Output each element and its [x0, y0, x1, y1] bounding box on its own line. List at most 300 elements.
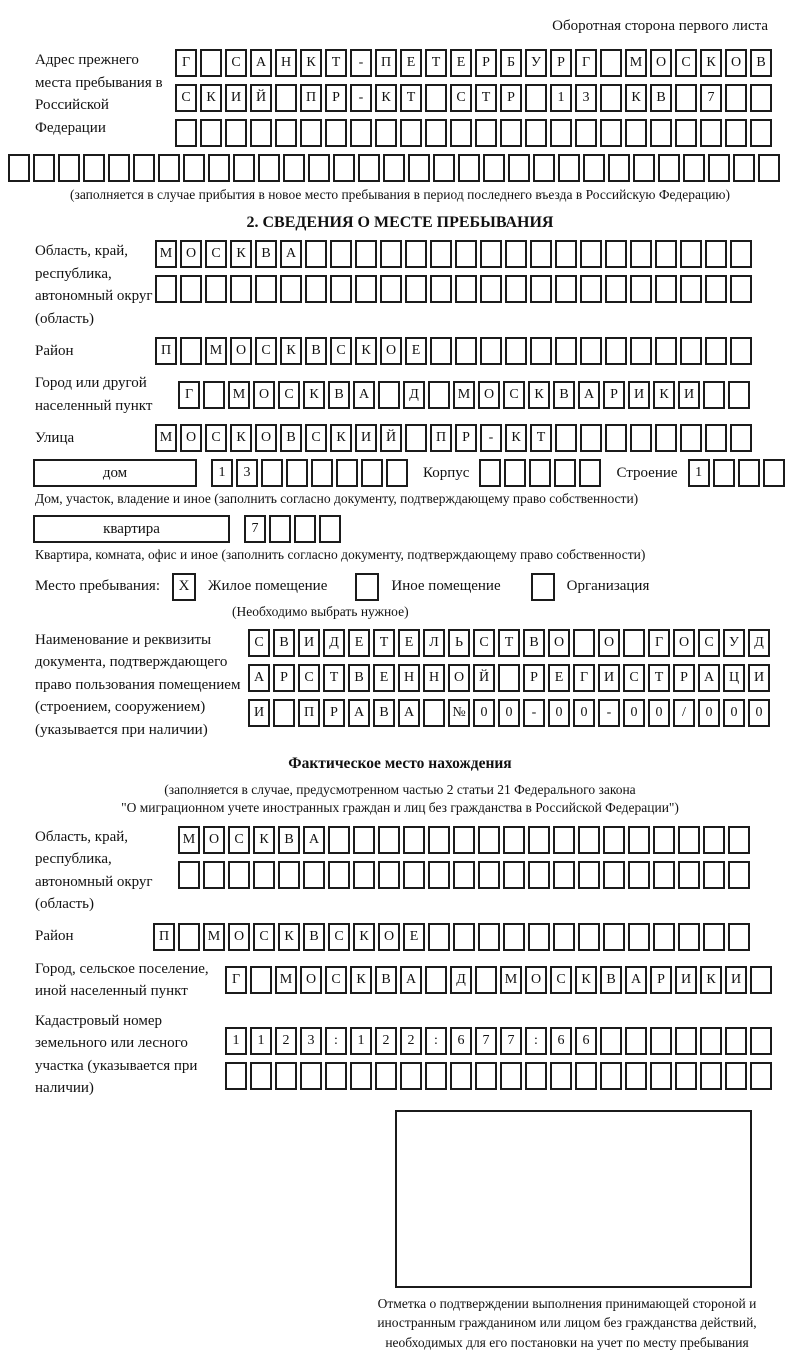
char-box[interactable]: М — [453, 381, 475, 409]
char-box[interactable]: К — [528, 381, 550, 409]
char-box[interactable]: Д — [403, 381, 425, 409]
char-box[interactable]: 0 — [548, 699, 570, 727]
char-box[interactable] — [250, 966, 272, 994]
char-box[interactable] — [603, 923, 625, 951]
char-box[interactable] — [728, 861, 750, 889]
char-box[interactable]: В — [650, 84, 672, 112]
char-box[interactable] — [325, 119, 347, 147]
char-box[interactable] — [550, 119, 572, 147]
char-box[interactable]: О — [253, 381, 275, 409]
char-box[interactable]: О — [180, 424, 202, 452]
char-box[interactable] — [573, 629, 595, 657]
char-box[interactable] — [730, 240, 752, 268]
char-box[interactable] — [305, 275, 327, 303]
char-box[interactable] — [725, 1062, 747, 1090]
char-box[interactable]: Й — [473, 664, 495, 692]
char-box[interactable] — [555, 337, 577, 365]
char-box[interactable] — [675, 1027, 697, 1055]
char-box[interactable] — [336, 459, 358, 487]
char-box[interactable]: 6 — [550, 1027, 572, 1055]
char-box[interactable]: О — [448, 664, 470, 692]
char-box[interactable]: К — [230, 424, 252, 452]
char-box[interactable]: К — [230, 240, 252, 268]
char-box[interactable] — [553, 861, 575, 889]
char-box[interactable]: С — [503, 381, 525, 409]
char-box[interactable]: Б — [500, 49, 522, 77]
char-box[interactable] — [453, 826, 475, 854]
char-box[interactable]: В — [305, 337, 327, 365]
char-box[interactable]: 6 — [575, 1027, 597, 1055]
char-box[interactable]: О — [598, 629, 620, 657]
char-box[interactable] — [503, 861, 525, 889]
char-box[interactable]: Е — [450, 49, 472, 77]
char-box[interactable]: П — [153, 923, 175, 951]
char-box[interactable]: О — [255, 424, 277, 452]
char-box[interactable] — [350, 1062, 372, 1090]
char-box[interactable]: И — [678, 381, 700, 409]
char-box[interactable]: 7 — [700, 84, 722, 112]
char-box[interactable] — [83, 154, 105, 182]
char-box[interactable] — [678, 826, 700, 854]
char-box[interactable] — [738, 459, 760, 487]
char-box[interactable]: Г — [178, 381, 200, 409]
char-box[interactable]: Ь — [448, 629, 470, 657]
char-box[interactable]: К — [375, 84, 397, 112]
char-box[interactable]: Е — [348, 629, 370, 657]
char-box[interactable] — [453, 923, 475, 951]
char-box[interactable] — [703, 381, 725, 409]
char-box[interactable] — [403, 861, 425, 889]
char-box[interactable]: С — [225, 49, 247, 77]
char-box[interactable]: К — [355, 337, 377, 365]
char-box[interactable]: В — [348, 664, 370, 692]
char-box[interactable]: 1 — [550, 84, 572, 112]
char-box[interactable] — [750, 84, 772, 112]
char-box[interactable] — [408, 154, 430, 182]
char-box[interactable]: Р — [475, 49, 497, 77]
char-box[interactable]: М — [500, 966, 522, 994]
char-box[interactable]: И — [725, 966, 747, 994]
char-box[interactable]: О — [650, 49, 672, 77]
char-box[interactable] — [625, 119, 647, 147]
char-box[interactable] — [405, 275, 427, 303]
char-box[interactable] — [525, 119, 547, 147]
char-box[interactable] — [580, 240, 602, 268]
char-box[interactable]: А — [698, 664, 720, 692]
char-box[interactable]: О — [300, 966, 322, 994]
char-box[interactable]: Р — [323, 699, 345, 727]
char-box[interactable]: К — [303, 381, 325, 409]
char-box[interactable] — [483, 154, 505, 182]
char-box[interactable]: В — [280, 424, 302, 452]
char-box[interactable]: М — [155, 240, 177, 268]
char-box[interactable] — [580, 424, 602, 452]
char-box[interactable]: У — [525, 49, 547, 77]
char-box[interactable] — [300, 1062, 322, 1090]
char-box[interactable] — [625, 1062, 647, 1090]
char-box[interactable] — [503, 923, 525, 951]
char-box[interactable] — [225, 119, 247, 147]
char-box[interactable] — [428, 381, 450, 409]
char-box[interactable]: С — [205, 240, 227, 268]
char-box[interactable]: 3 — [575, 84, 597, 112]
char-box[interactable]: Т — [498, 629, 520, 657]
char-box[interactable]: К — [300, 49, 322, 77]
char-box[interactable]: О — [725, 49, 747, 77]
char-box[interactable]: А — [353, 381, 375, 409]
checkbox-residential[interactable]: X — [172, 573, 196, 601]
char-box[interactable] — [630, 275, 652, 303]
checkbox-other-premises[interactable] — [355, 573, 379, 601]
char-box[interactable]: 7 — [475, 1027, 497, 1055]
char-box[interactable]: К — [200, 84, 222, 112]
char-box[interactable]: П — [300, 84, 322, 112]
char-box[interactable] — [555, 424, 577, 452]
char-box[interactable]: И — [298, 629, 320, 657]
char-box[interactable] — [605, 424, 627, 452]
char-box[interactable] — [203, 861, 225, 889]
char-box[interactable] — [455, 240, 477, 268]
char-box[interactable]: Р — [455, 424, 477, 452]
char-box[interactable] — [575, 119, 597, 147]
char-box[interactable]: О — [378, 923, 400, 951]
char-box[interactable] — [504, 459, 526, 487]
char-box[interactable] — [500, 119, 522, 147]
char-box[interactable] — [386, 459, 408, 487]
char-box[interactable] — [528, 861, 550, 889]
char-box[interactable] — [655, 275, 677, 303]
char-box[interactable] — [578, 923, 600, 951]
char-box[interactable] — [479, 459, 501, 487]
char-box[interactable] — [455, 275, 477, 303]
char-box[interactable] — [700, 1062, 722, 1090]
char-box[interactable] — [286, 459, 308, 487]
char-box[interactable] — [525, 1062, 547, 1090]
apartment-widebox[interactable]: квартира — [33, 515, 230, 543]
char-box[interactable] — [433, 154, 455, 182]
char-box[interactable]: 1 — [250, 1027, 272, 1055]
char-box[interactable]: М — [275, 966, 297, 994]
char-box[interactable]: Т — [323, 664, 345, 692]
char-box[interactable] — [233, 154, 255, 182]
char-box[interactable]: - — [350, 49, 372, 77]
char-box[interactable]: Т — [425, 49, 447, 77]
char-box[interactable]: А — [280, 240, 302, 268]
char-box[interactable] — [278, 861, 300, 889]
char-box[interactable] — [553, 826, 575, 854]
char-box[interactable] — [600, 49, 622, 77]
char-box[interactable]: В — [278, 826, 300, 854]
char-box[interactable]: Т — [373, 629, 395, 657]
char-box[interactable]: № — [448, 699, 470, 727]
char-box[interactable]: С — [248, 629, 270, 657]
char-box[interactable] — [108, 154, 130, 182]
char-box[interactable]: С — [205, 424, 227, 452]
char-box[interactable]: С — [623, 664, 645, 692]
char-box[interactable]: А — [400, 966, 422, 994]
char-box[interactable] — [280, 275, 302, 303]
char-box[interactable] — [294, 515, 316, 543]
char-box[interactable]: К — [505, 424, 527, 452]
char-box[interactable] — [178, 923, 200, 951]
char-box[interactable]: О — [673, 629, 695, 657]
char-box[interactable] — [480, 275, 502, 303]
char-box[interactable]: 1 — [350, 1027, 372, 1055]
char-box[interactable] — [275, 1062, 297, 1090]
char-box[interactable] — [580, 275, 602, 303]
char-box[interactable] — [450, 119, 472, 147]
char-box[interactable] — [605, 275, 627, 303]
char-box[interactable]: 2 — [275, 1027, 297, 1055]
char-box[interactable] — [375, 1062, 397, 1090]
char-box[interactable] — [480, 240, 502, 268]
char-box[interactable] — [700, 119, 722, 147]
char-box[interactable] — [455, 337, 477, 365]
char-box[interactable]: Е — [548, 664, 570, 692]
char-box[interactable]: Г — [648, 629, 670, 657]
char-box[interactable]: Е — [403, 923, 425, 951]
char-box[interactable] — [503, 826, 525, 854]
char-box[interactable]: М — [625, 49, 647, 77]
char-box[interactable] — [208, 154, 230, 182]
char-box[interactable]: Е — [405, 337, 427, 365]
char-box[interactable] — [578, 861, 600, 889]
char-box[interactable] — [453, 861, 475, 889]
char-box[interactable] — [480, 337, 502, 365]
char-box[interactable]: Р — [500, 84, 522, 112]
char-box[interactable]: / — [673, 699, 695, 727]
char-box[interactable]: К — [350, 966, 372, 994]
char-box[interactable] — [630, 337, 652, 365]
char-box[interactable] — [583, 154, 605, 182]
char-box[interactable] — [705, 424, 727, 452]
char-box[interactable] — [525, 84, 547, 112]
char-box[interactable]: С — [253, 923, 275, 951]
char-box[interactable] — [230, 275, 252, 303]
char-box[interactable]: А — [348, 699, 370, 727]
char-box[interactable] — [378, 826, 400, 854]
char-box[interactable] — [575, 1062, 597, 1090]
char-box[interactable] — [725, 119, 747, 147]
char-box[interactable] — [750, 1062, 772, 1090]
char-box[interactable] — [600, 1062, 622, 1090]
char-box[interactable] — [529, 459, 551, 487]
char-box[interactable]: - — [523, 699, 545, 727]
char-box[interactable] — [728, 923, 750, 951]
char-box[interactable]: В — [273, 629, 295, 657]
char-box[interactable] — [725, 1027, 747, 1055]
char-box[interactable] — [550, 1062, 572, 1090]
char-box[interactable]: 1 — [688, 459, 710, 487]
char-box[interactable]: К — [253, 826, 275, 854]
char-box[interactable]: 0 — [498, 699, 520, 727]
char-box[interactable] — [475, 119, 497, 147]
char-box[interactable]: К — [353, 923, 375, 951]
char-box[interactable] — [758, 154, 780, 182]
char-box[interactable]: С — [325, 966, 347, 994]
char-box[interactable]: А — [625, 966, 647, 994]
char-box[interactable] — [203, 381, 225, 409]
char-box[interactable]: Д — [323, 629, 345, 657]
char-box[interactable]: Ц — [723, 664, 745, 692]
char-box[interactable]: 1 — [225, 1027, 247, 1055]
char-box[interactable] — [475, 1062, 497, 1090]
char-box[interactable] — [600, 1027, 622, 1055]
char-box[interactable] — [505, 275, 527, 303]
char-box[interactable] — [505, 240, 527, 268]
char-box[interactable] — [308, 154, 330, 182]
char-box[interactable]: Т — [475, 84, 497, 112]
char-box[interactable]: О — [548, 629, 570, 657]
char-box[interactable] — [605, 240, 627, 268]
char-box[interactable] — [58, 154, 80, 182]
char-box[interactable] — [498, 664, 520, 692]
char-box[interactable] — [528, 923, 550, 951]
char-box[interactable]: С — [550, 966, 572, 994]
char-box[interactable] — [305, 240, 327, 268]
char-box[interactable] — [703, 861, 725, 889]
char-box[interactable] — [705, 240, 727, 268]
char-box[interactable] — [630, 240, 652, 268]
char-box[interactable]: М — [155, 424, 177, 452]
char-box[interactable] — [450, 1062, 472, 1090]
char-box[interactable]: Т — [400, 84, 422, 112]
char-box[interactable] — [328, 826, 350, 854]
char-box[interactable]: Н — [398, 664, 420, 692]
char-box[interactable] — [763, 459, 785, 487]
char-box[interactable] — [375, 119, 397, 147]
char-box[interactable] — [730, 337, 752, 365]
char-box[interactable]: С — [278, 381, 300, 409]
char-box[interactable] — [205, 275, 227, 303]
char-box[interactable] — [458, 154, 480, 182]
char-box[interactable] — [328, 861, 350, 889]
char-box[interactable] — [733, 154, 755, 182]
char-box[interactable] — [555, 275, 577, 303]
char-box[interactable] — [650, 1062, 672, 1090]
char-box[interactable]: М — [203, 923, 225, 951]
char-box[interactable] — [225, 1062, 247, 1090]
char-box[interactable]: И — [248, 699, 270, 727]
char-box[interactable] — [625, 1027, 647, 1055]
char-box[interactable]: С — [698, 629, 720, 657]
char-box[interactable]: О — [478, 381, 500, 409]
char-box[interactable] — [653, 923, 675, 951]
char-box[interactable]: Т — [325, 49, 347, 77]
char-box[interactable] — [355, 275, 377, 303]
char-box[interactable]: В — [375, 966, 397, 994]
char-box[interactable] — [273, 699, 295, 727]
char-box[interactable] — [319, 515, 341, 543]
char-box[interactable] — [600, 84, 622, 112]
char-box[interactable] — [430, 275, 452, 303]
char-box[interactable]: Г — [573, 664, 595, 692]
char-box[interactable]: 0 — [648, 699, 670, 727]
char-box[interactable]: В — [750, 49, 772, 77]
char-box[interactable]: - — [350, 84, 372, 112]
char-box[interactable]: Р — [523, 664, 545, 692]
char-box[interactable]: 3 — [300, 1027, 322, 1055]
char-box[interactable] — [600, 119, 622, 147]
char-box[interactable]: В — [523, 629, 545, 657]
char-box[interactable] — [200, 49, 222, 77]
char-box[interactable]: У — [723, 629, 745, 657]
char-box[interactable]: 0 — [473, 699, 495, 727]
char-box[interactable] — [425, 119, 447, 147]
char-box[interactable] — [680, 240, 702, 268]
char-box[interactable]: А — [303, 826, 325, 854]
char-box[interactable]: В — [303, 923, 325, 951]
char-box[interactable] — [728, 381, 750, 409]
char-box[interactable] — [713, 459, 735, 487]
char-box[interactable] — [425, 1062, 447, 1090]
char-box[interactable]: Г — [575, 49, 597, 77]
char-box[interactable] — [333, 154, 355, 182]
char-box[interactable]: П — [430, 424, 452, 452]
char-box[interactable] — [380, 275, 402, 303]
char-box[interactable] — [705, 337, 727, 365]
char-box[interactable]: И — [598, 664, 620, 692]
char-box[interactable] — [500, 1062, 522, 1090]
char-box[interactable] — [430, 240, 452, 268]
char-box[interactable] — [725, 84, 747, 112]
char-box[interactable] — [658, 154, 680, 182]
char-box[interactable]: Г — [225, 966, 247, 994]
char-box[interactable]: Г — [175, 49, 197, 77]
char-box[interactable] — [680, 424, 702, 452]
char-box[interactable]: Т — [648, 664, 670, 692]
char-box[interactable]: - — [598, 699, 620, 727]
char-box[interactable]: 2 — [400, 1027, 422, 1055]
char-box[interactable] — [378, 861, 400, 889]
char-box[interactable]: Е — [373, 664, 395, 692]
char-box[interactable] — [269, 515, 291, 543]
char-box[interactable] — [655, 424, 677, 452]
char-box[interactable] — [425, 966, 447, 994]
char-box[interactable]: О — [203, 826, 225, 854]
char-box[interactable] — [650, 119, 672, 147]
char-box[interactable] — [478, 923, 500, 951]
char-box[interactable] — [275, 119, 297, 147]
char-box[interactable] — [508, 154, 530, 182]
char-box[interactable]: О — [525, 966, 547, 994]
char-box[interactable]: И — [748, 664, 770, 692]
char-box[interactable] — [628, 923, 650, 951]
char-box[interactable] — [505, 337, 527, 365]
char-box[interactable] — [530, 240, 552, 268]
char-box[interactable]: 6 — [450, 1027, 472, 1055]
char-box[interactable] — [261, 459, 283, 487]
char-box[interactable]: 3 — [236, 459, 258, 487]
char-box[interactable] — [250, 119, 272, 147]
char-box[interactable] — [8, 154, 30, 182]
char-box[interactable] — [623, 629, 645, 657]
char-box[interactable]: В — [255, 240, 277, 268]
char-box[interactable] — [303, 861, 325, 889]
char-box[interactable] — [250, 1062, 272, 1090]
char-box[interactable] — [553, 923, 575, 951]
char-box[interactable] — [183, 154, 205, 182]
char-box[interactable]: Р — [673, 664, 695, 692]
char-box[interactable] — [253, 861, 275, 889]
char-box[interactable]: : — [425, 1027, 447, 1055]
char-box[interactable] — [628, 826, 650, 854]
char-box[interactable] — [330, 240, 352, 268]
char-box[interactable]: В — [328, 381, 350, 409]
char-box[interactable]: К — [700, 966, 722, 994]
char-box[interactable]: П — [155, 337, 177, 365]
char-box[interactable] — [554, 459, 576, 487]
